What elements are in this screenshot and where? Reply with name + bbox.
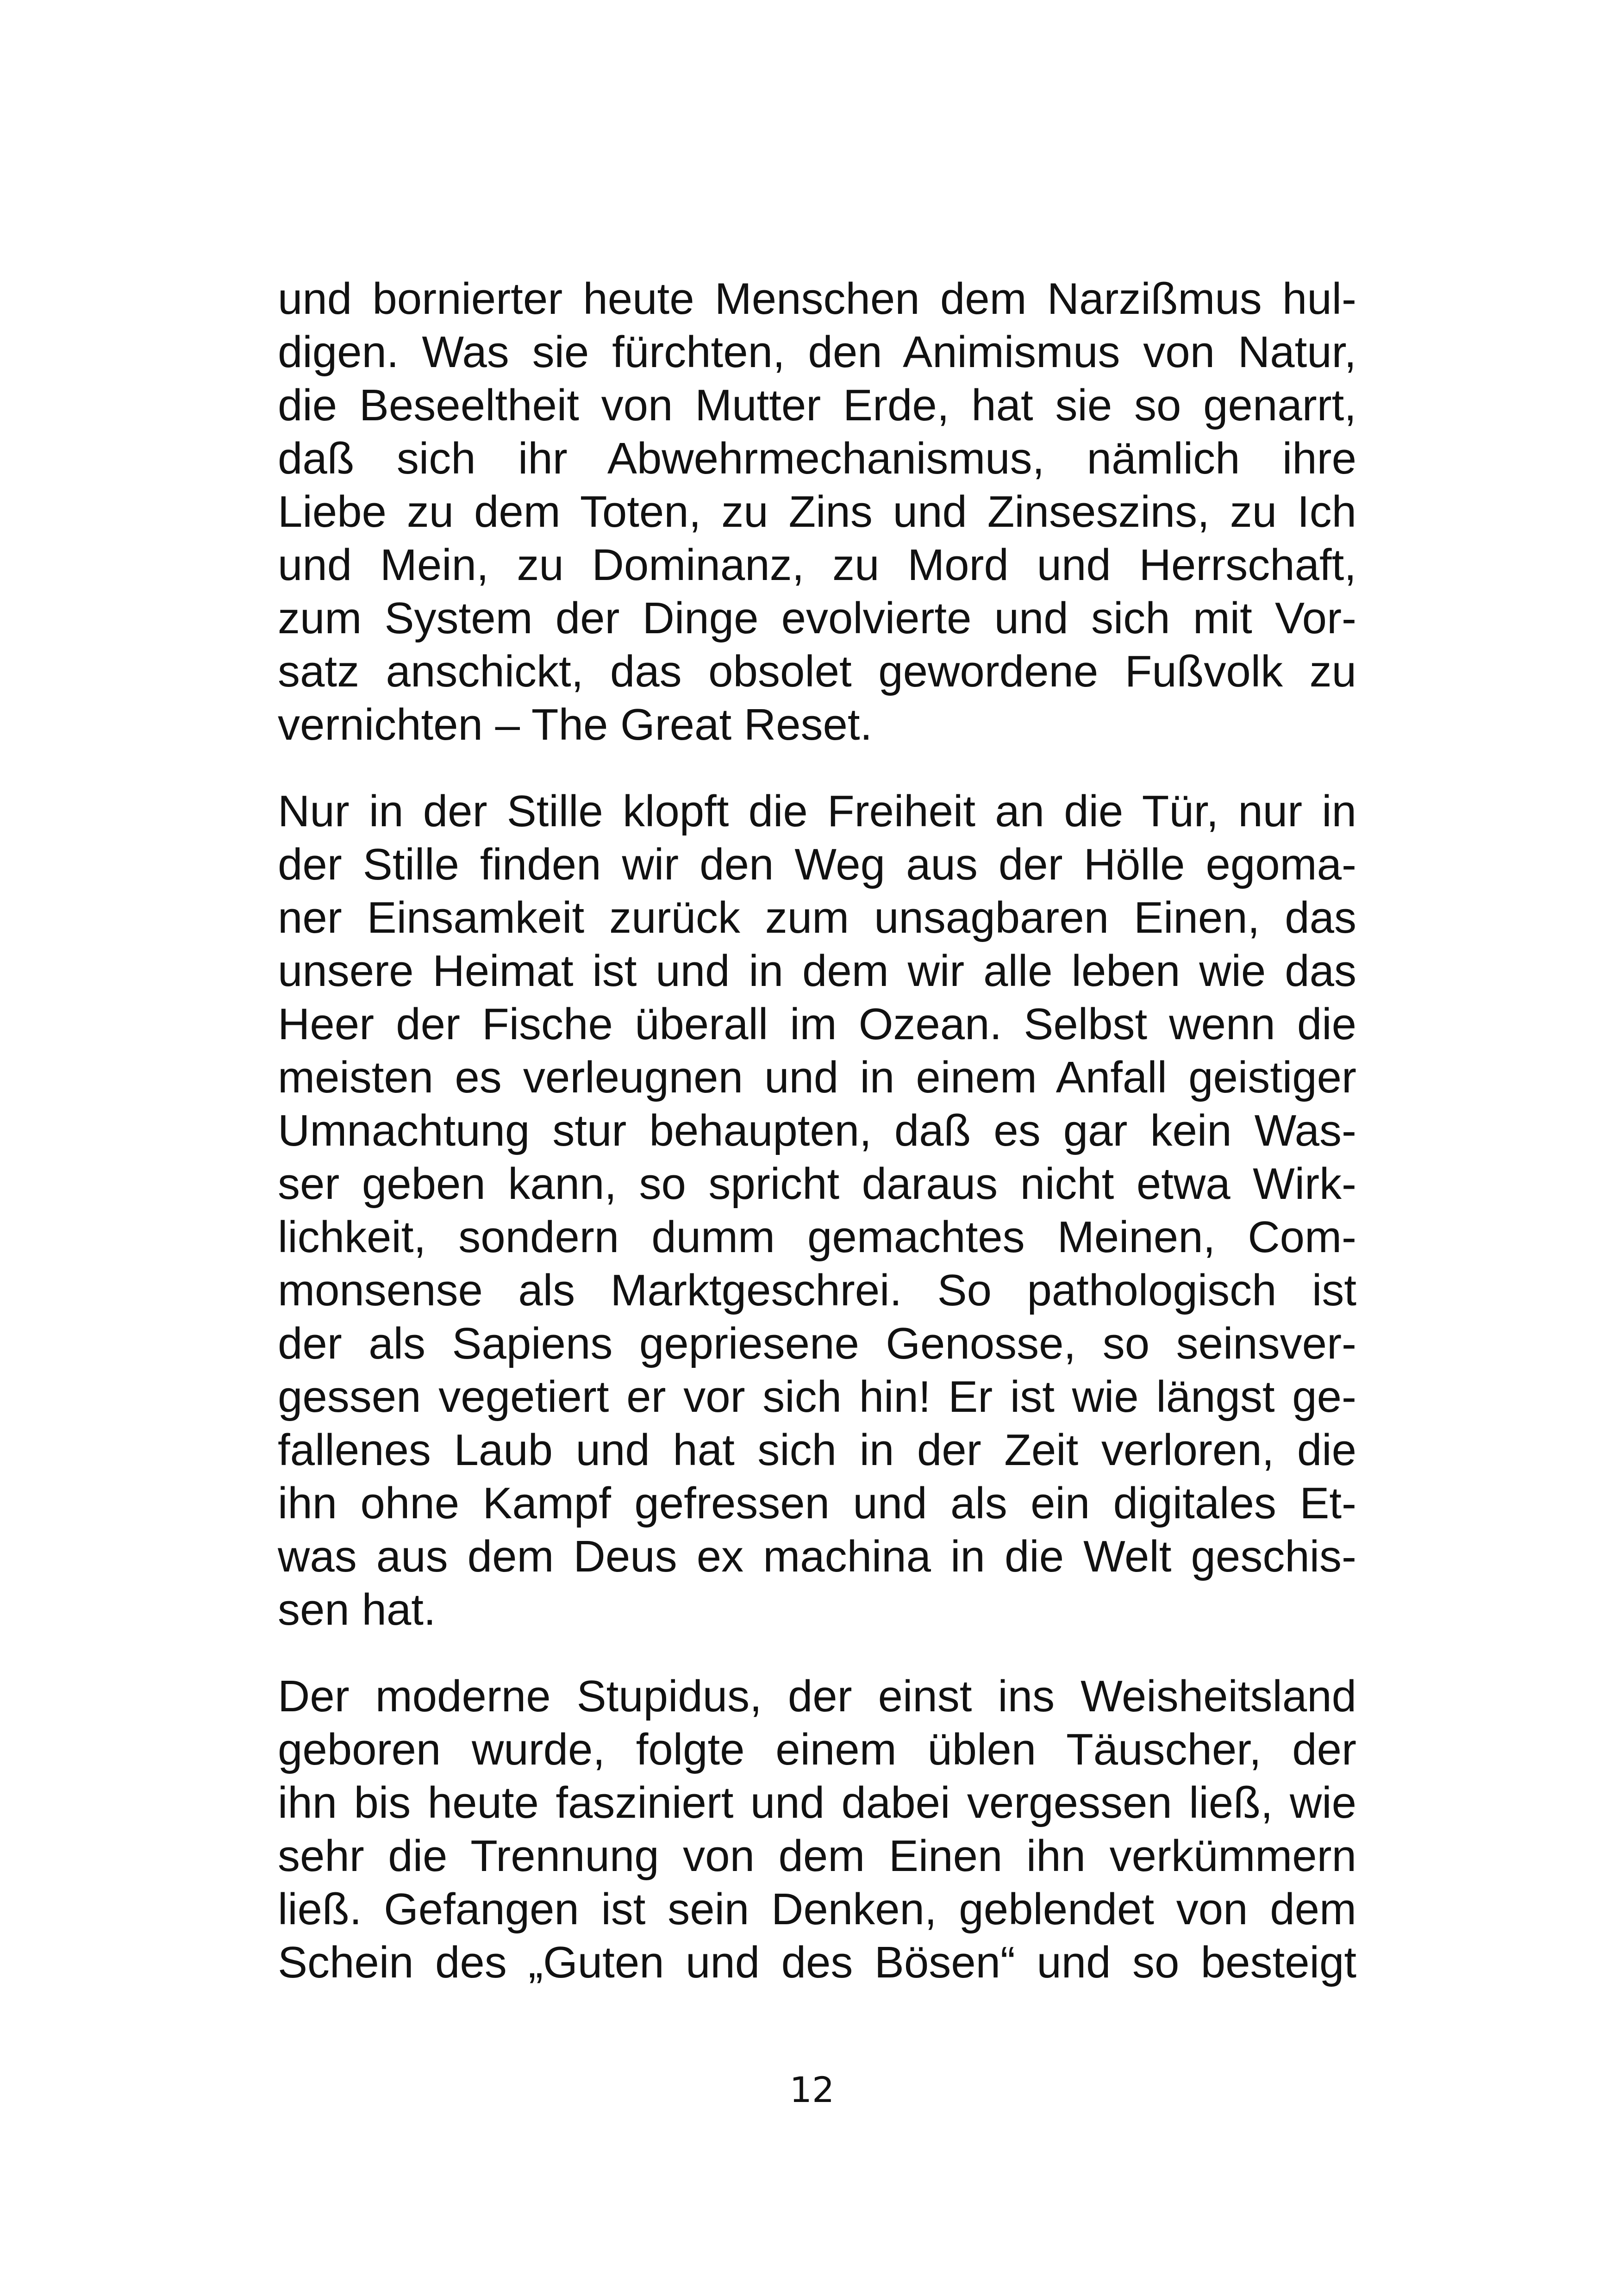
- text-line: geboren wurde, folgte einem üblen Täuscher, der: [278, 1725, 1356, 1774]
- text-line: der als Sapiens gepriesene Genosse, so seinsver-: [278, 1319, 1356, 1368]
- text-line: digen. Was sie fürchten, den Animismus von Natur,: [278, 327, 1356, 377]
- text-line: meisten es verleugnen und in einem Anfall geistiger: [278, 1053, 1356, 1102]
- text-line: fallenes Laub und hat sich in der Zeit verloren, die: [278, 1425, 1356, 1475]
- text-line: vernichten – The Great Reset.: [278, 700, 873, 749]
- text-line: und Mein, zu Dominanz, zu Mord und Herrschaft,: [278, 540, 1356, 590]
- text-line: was aus dem Deus ex machina in die Welt geschis-: [278, 1532, 1356, 1581]
- text-line: ihn ohne Kampf gefressen und als ein digitales Et-: [278, 1478, 1356, 1528]
- paragraph-3: [278, 1670, 1356, 1989]
- text-line: satz anschickt, das obsolet gewordene Fußvolk zu: [278, 647, 1356, 696]
- text-line: lichkeit, sondern dumm gemachtes Meinen, Com-: [278, 1212, 1356, 1262]
- page-number: 12: [789, 2069, 835, 2110]
- text-line: Umnachtung stur behaupten, daß es gar kein Was-: [278, 1106, 1356, 1155]
- paragraph-1: [278, 272, 1356, 751]
- text-line: Nur in der Stille klopft die Freiheit an die Tür, nur in: [278, 786, 1356, 836]
- text-line: ner Einsamkeit zurück zum unsagbaren Einen, das: [278, 893, 1356, 942]
- text-line: ließ. Gefangen ist sein Denken, geblendet von dem: [278, 1884, 1356, 1934]
- text-line: unsere Heimat ist und in dem wir alle leben wie das: [278, 946, 1356, 996]
- paragraph-2: [278, 785, 1356, 1636]
- body-text: [278, 272, 1356, 1989]
- text-line: und bornierter heute Menschen dem Narzißmus hul-: [278, 274, 1356, 324]
- text-line: der Stille finden wir den Weg aus der Hölle egoma-: [278, 840, 1356, 889]
- text-line: sehr die Trennung von dem Einen ihn verkümmern: [278, 1831, 1356, 1881]
- text-line: monsense als Marktgeschrei. So pathologisch ist: [278, 1266, 1356, 1315]
- text-line: Liebe zu dem Toten, zu Zins und Zinseszins, zu Ich: [278, 487, 1356, 536]
- text-line: daß sich ihr Abwehrmechanismus, nämlich ihre: [278, 434, 1356, 483]
- text-line: gessen vegetiert er vor sich hin! Er ist wie längst ge-: [278, 1372, 1356, 1422]
- text-line: Heer der Fische überall im Ozean. Selbst wenn die: [278, 999, 1356, 1049]
- text-line: zum System der Dinge evolvierte und sich mit Vor-: [278, 593, 1356, 643]
- text-line: Der moderne Stupidus, der einst ins Weisheitsland: [278, 1671, 1356, 1721]
- text-line: Schein des „Guten und des Bösen“ und so besteigt: [278, 1938, 1356, 1987]
- text-line: ihn bis heute fasziniert und dabei vergessen ließ, wie: [278, 1778, 1356, 1827]
- text-line: sen hat.: [278, 1585, 436, 1634]
- text-line: die Beseeltheit von Mutter Erde, hat sie so genarrt,: [278, 380, 1356, 430]
- text-line: ser geben kann, so spricht daraus nicht etwa Wirk-: [278, 1159, 1356, 1209]
